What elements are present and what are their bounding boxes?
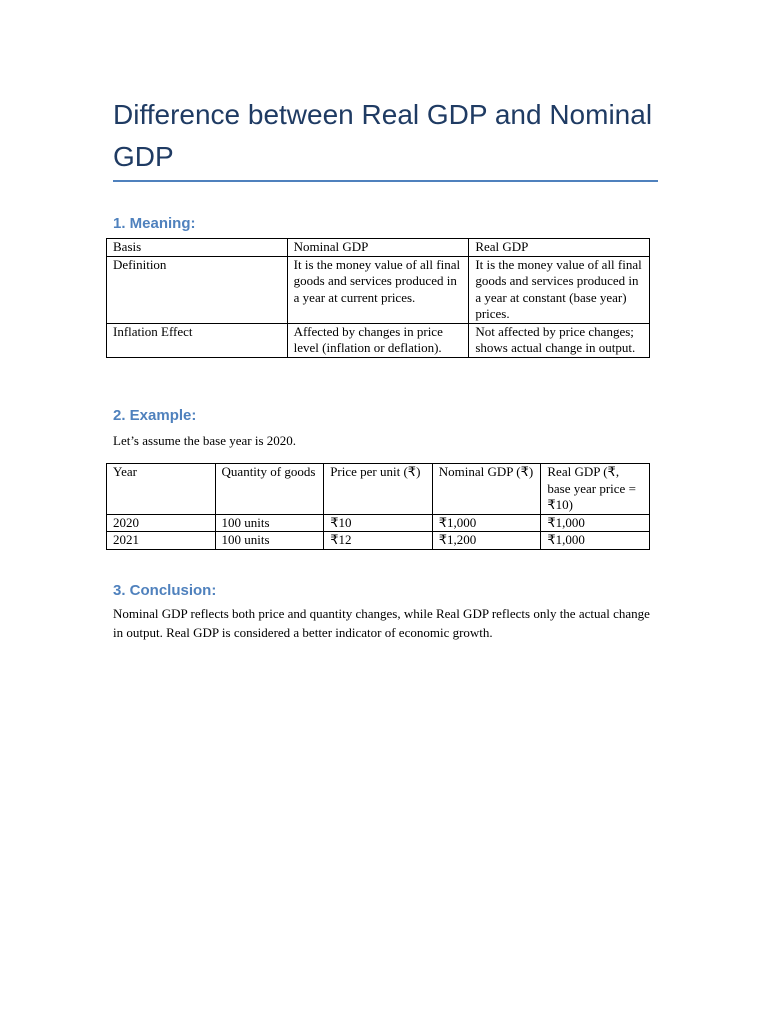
table-row	[107, 532, 650, 550]
table-cell: Real GDP (₹, base year price = ₹10)	[541, 464, 650, 515]
table-cell: It is the money value of all final goods and services produced in a year at constant (base year) prices.	[469, 256, 650, 323]
table-cell: Not affected by price changes; shows actual change in output.	[469, 323, 650, 357]
table-cell: 2021	[107, 532, 216, 550]
table-cell: ₹1,000	[432, 514, 541, 532]
table-row	[107, 514, 650, 532]
table-cell: ₹12	[324, 532, 433, 550]
meaning-table	[106, 238, 650, 358]
table-header-row	[107, 239, 650, 257]
table-cell: Affected by changes in price level (inflation or deflation).	[287, 323, 469, 357]
table-cell: 100 units	[215, 514, 324, 532]
table-cell: Price per unit (₹)	[324, 464, 433, 515]
table-cell: Inflation Effect	[107, 323, 288, 357]
section-heading-example: 2. Example:	[113, 407, 197, 424]
table-cell: Real GDP	[469, 239, 650, 257]
table-cell: Nominal GDP (₹)	[432, 464, 541, 515]
conclusion-text: Nominal GDP reflects both price and quantity changes, while Real GDP reflects only the actual change in output. Real GDP is considered a better indicator of economic growth.	[113, 606, 650, 640]
table-cell: Basis	[107, 239, 288, 257]
table-cell: 2020	[107, 514, 216, 532]
table-cell: ₹1,200	[432, 532, 541, 550]
title-underline	[113, 180, 658, 182]
example-table	[106, 463, 650, 550]
table-row	[107, 323, 650, 357]
section-heading-conclusion: 3. Conclusion:	[113, 582, 217, 599]
table-cell: Definition	[107, 256, 288, 323]
table-cell: It is the money value of all final goods and services produced in a year at current prices.	[287, 256, 469, 323]
table-cell: Year	[107, 464, 216, 515]
example-intro: Let’s assume the base year is 2020.	[113, 433, 297, 448]
table-cell: Quantity of goods	[215, 464, 324, 515]
table-cell: 100 units	[215, 532, 324, 550]
table-cell: ₹1,000	[541, 514, 650, 532]
table-row	[107, 256, 650, 323]
table-cell: ₹10	[324, 514, 433, 532]
table-cell: ₹1,000	[541, 532, 650, 550]
table-cell: Nominal GDP	[287, 239, 469, 257]
section-heading-meaning: 1. Meaning:	[113, 215, 196, 232]
table-header-row	[107, 464, 650, 515]
page-title: Difference between Real GDP and Nominal GDP	[113, 99, 653, 172]
